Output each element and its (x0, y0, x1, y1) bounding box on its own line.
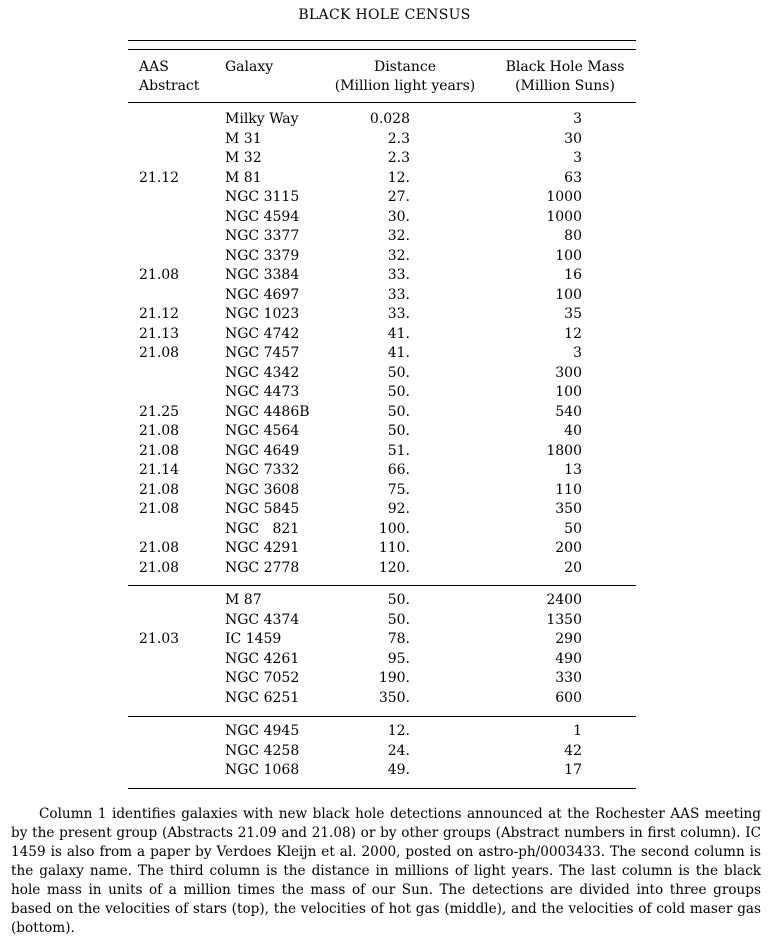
distance-cell: 100. (378, 520, 410, 537)
distance-cell: 120. (378, 559, 410, 576)
galaxy-name-cell: NGC 6251 (225, 689, 300, 706)
table-row (0, 442, 769, 462)
table-row (0, 266, 769, 286)
aas-abstract-cell: 21.13 (139, 325, 180, 342)
black-hole-mass-cell: 17 (564, 762, 582, 778)
black-hole-mass-cell: 600 (555, 689, 582, 706)
table-row (0, 539, 769, 559)
distance-cell: 49. (387, 762, 410, 778)
galaxy-name-cell: M 31 (225, 130, 262, 147)
table-row (0, 559, 769, 579)
table-row (0, 247, 769, 267)
header-galaxy (225, 58, 273, 77)
black-hole-mass-cell: 490 (555, 650, 582, 667)
table-caption: Column 1 identifies galaxies with new black hole detections announced at the Rochester AAS meeting by the present group (Abstracts 21.09 and 21.08) or by other groups (Abstract numbers in first column). IC 1459 is also from a paper by Verdoes Kleijn et al. 2000, posted on astro-ph/0003433. The second column is the galaxy name. The third column is the distance in millions of light years. The last column is the black hole mass in units of a million times the mass of our Sun. The detections are divided into three groups based on the velocities of stars (top), the velocities of hot gas (middle), and the velocities of cold maser gas (bottom). (11, 806, 761, 936)
header-distance (320, 58, 490, 96)
galaxy-name-cell: NGC 4261 (225, 650, 300, 667)
galaxy-name-cell: NGC 821 (225, 520, 300, 537)
galaxy-name-cell: NGC 3608 (225, 481, 300, 498)
table-row (0, 761, 769, 781)
distance-cell: 190. (378, 670, 410, 686)
distance-cell: 2.3 (387, 150, 410, 166)
galaxy-name-cell: NGC 4473 (225, 384, 300, 400)
black-hole-mass-cell: 100 (555, 247, 582, 264)
black-hole-mass-cell: 2400 (546, 592, 582, 608)
black-hole-mass-cell: 300 (555, 364, 582, 381)
black-hole-mass-cell: 100 (555, 286, 582, 303)
table-row (0, 611, 769, 631)
distance-cell: 12. (387, 169, 410, 186)
table-row (0, 227, 769, 247)
galaxy-name-cell: M 32 (225, 150, 262, 166)
aas-abstract-cell: 21.08 (139, 540, 180, 556)
distance-cell: 33. (387, 286, 410, 303)
black-hole-mass-cell: 16 (564, 267, 582, 283)
group-divider-rule (128, 585, 636, 586)
table-row (0, 383, 769, 403)
table-row (0, 305, 769, 325)
galaxy-name-cell: NGC 2778 (225, 559, 300, 576)
black-hole-mass-cell: 100 (555, 384, 582, 400)
distance-cell: 75. (387, 481, 410, 498)
distance-cell: 50. (387, 592, 410, 608)
table-row (0, 500, 769, 520)
aas-abstract-cell: 21.08 (139, 442, 180, 459)
distance-cell: 2.3 (387, 130, 410, 147)
table-row (0, 110, 769, 130)
table-row (0, 286, 769, 306)
distance-cell: 50. (387, 364, 410, 381)
black-hole-mass-cell: 350 (555, 501, 582, 517)
black-hole-mass-cell: 3 (573, 111, 582, 127)
table-top-rule-2 (128, 49, 636, 50)
table-row (0, 481, 769, 501)
galaxy-name-cell: NGC 4649 (225, 442, 300, 459)
distance-cell: 50. (387, 384, 410, 400)
distance-cell: 51. (387, 442, 410, 459)
black-hole-mass-cell: 50 (564, 520, 582, 537)
aas-abstract-cell: 21.12 (139, 306, 180, 322)
distance-cell: 110. (378, 540, 410, 556)
distance-cell: 32. (387, 247, 410, 264)
black-hole-mass-cell: 1000 (546, 189, 582, 205)
distance-cell: 12. (387, 723, 410, 739)
table-row (0, 461, 769, 481)
galaxy-name-cell: M 87 (225, 592, 262, 608)
distance-cell: 24. (387, 742, 410, 759)
black-hole-mass-cell: 290 (555, 631, 582, 647)
galaxy-name-cell: NGC 7052 (225, 670, 300, 686)
black-hole-mass-cell: 330 (555, 670, 582, 686)
distance-cell: 27. (387, 189, 410, 205)
aas-abstract-cell: 21.08 (139, 559, 180, 576)
black-hole-mass-cell: 1000 (546, 208, 582, 225)
table-row (0, 520, 769, 540)
galaxy-name-cell: NGC 5845 (225, 501, 300, 517)
distance-cell: 350. (378, 689, 410, 706)
distance-cell: 30. (387, 208, 410, 225)
group-divider-rule (128, 716, 636, 717)
table-row (0, 130, 769, 150)
header-distance-line1: Distance (373, 59, 436, 75)
aas-abstract-cell: 21.03 (139, 631, 180, 647)
distance-cell: 41. (387, 325, 410, 342)
black-hole-mass-cell: 20 (564, 559, 582, 576)
distance-cell: 50. (387, 423, 410, 439)
galaxy-name-cell: NGC 3384 (225, 267, 300, 283)
distance-cell: 78. (387, 631, 410, 647)
galaxy-name-cell: NGC 3377 (225, 228, 300, 244)
header-mass (495, 58, 635, 96)
table-row (0, 208, 769, 228)
galaxy-name-cell: NGC 7332 (225, 462, 300, 478)
table-row (0, 169, 769, 189)
table-row (0, 630, 769, 650)
black-hole-mass-cell: 1800 (546, 442, 582, 459)
header-aas-line2: Abstract (139, 78, 200, 94)
black-hole-mass-cell: 3 (573, 150, 582, 166)
distance-cell: 33. (387, 306, 410, 322)
table-row (0, 591, 769, 611)
aas-abstract-cell: 21.08 (139, 345, 180, 361)
aas-abstract-cell: 21.08 (139, 501, 180, 517)
header-mass-line1: Black Hole Mass (505, 59, 625, 75)
distance-cell: 32. (387, 228, 410, 244)
galaxy-name-cell: NGC 3115 (225, 189, 300, 205)
distance-cell: 92. (387, 501, 410, 517)
distance-cell: 95. (387, 650, 410, 667)
black-hole-mass-cell: 13 (564, 462, 582, 478)
black-hole-mass-cell: 110 (555, 481, 582, 498)
galaxy-name-cell: NGC 4374 (225, 611, 300, 628)
distance-cell: 33. (387, 267, 410, 283)
table-row (0, 669, 769, 689)
black-hole-mass-cell: 12 (564, 325, 582, 342)
black-hole-mass-cell: 30 (564, 130, 582, 147)
black-hole-mass-cell: 40 (564, 423, 582, 439)
black-hole-mass-cell: 1 (573, 723, 582, 739)
header-aas-line1: AAS (139, 59, 169, 75)
galaxy-name-cell: IC 1459 (225, 631, 282, 647)
aas-abstract-cell: 21.14 (139, 462, 180, 478)
table-row (0, 325, 769, 345)
table-row (0, 188, 769, 208)
black-hole-mass-cell: 200 (555, 540, 582, 556)
black-hole-mass-cell: 80 (564, 228, 582, 244)
aas-abstract-cell: 21.08 (139, 267, 180, 283)
table-row (0, 422, 769, 442)
black-hole-mass-cell: 35 (564, 306, 582, 322)
galaxy-name-cell: NGC 4594 (225, 208, 300, 225)
distance-cell: 41. (387, 345, 410, 361)
distance-cell: 50. (387, 403, 410, 420)
table-top-rule-1 (128, 40, 636, 41)
table-row (0, 742, 769, 762)
distance-cell: 50. (387, 611, 410, 628)
table-row (0, 689, 769, 709)
table-row (0, 650, 769, 670)
black-hole-mass-cell: 3 (573, 345, 582, 361)
distance-cell: 66. (387, 462, 410, 478)
header-mass-line2: (Million Suns) (515, 78, 615, 94)
black-hole-mass-cell: 63 (564, 169, 582, 186)
black-hole-mass-cell: 42 (564, 742, 582, 759)
group-divider-rule (128, 788, 636, 789)
galaxy-name-cell: NGC 4291 (225, 540, 300, 556)
galaxy-name-cell: NGC 7457 (225, 345, 300, 361)
header-distance-line2: (Million light years) (334, 78, 476, 94)
galaxy-name-cell: NGC 4486B (225, 403, 310, 420)
table-row (0, 149, 769, 169)
galaxy-name-cell: NGC 4342 (225, 364, 300, 381)
header-aas (139, 58, 199, 96)
table-row (0, 364, 769, 384)
galaxy-name-cell: NGC 1023 (225, 306, 300, 322)
aas-abstract-cell: 21.25 (139, 403, 180, 420)
galaxy-name-cell: NGC 4564 (225, 423, 300, 439)
galaxy-name-cell: NGC 3379 (225, 247, 300, 264)
page-title: BLACK HOLE CENSUS (298, 7, 471, 23)
galaxy-name-cell: NGC 4945 (225, 723, 300, 739)
table-row (0, 403, 769, 423)
galaxy-name-cell: NGC 4258 (225, 742, 300, 759)
aas-abstract-cell: 21.08 (139, 481, 180, 498)
header-galaxy-line1: Galaxy (225, 59, 274, 75)
galaxy-name-cell: M 81 (225, 169, 262, 186)
black-hole-mass-cell: 1350 (546, 611, 582, 628)
table-row (0, 722, 769, 742)
aas-abstract-cell: 21.08 (139, 423, 180, 439)
galaxy-name-cell: Milky Way (225, 111, 299, 127)
black-hole-mass-cell: 540 (555, 403, 582, 420)
galaxy-name-cell: NGC 4697 (225, 286, 300, 303)
aas-abstract-cell: 21.12 (139, 169, 180, 186)
header-rule (128, 102, 636, 103)
distance-cell: 0.028 (369, 111, 410, 127)
galaxy-name-cell: NGC 1068 (225, 762, 300, 778)
table-row (0, 344, 769, 364)
galaxy-name-cell: NGC 4742 (225, 325, 300, 342)
